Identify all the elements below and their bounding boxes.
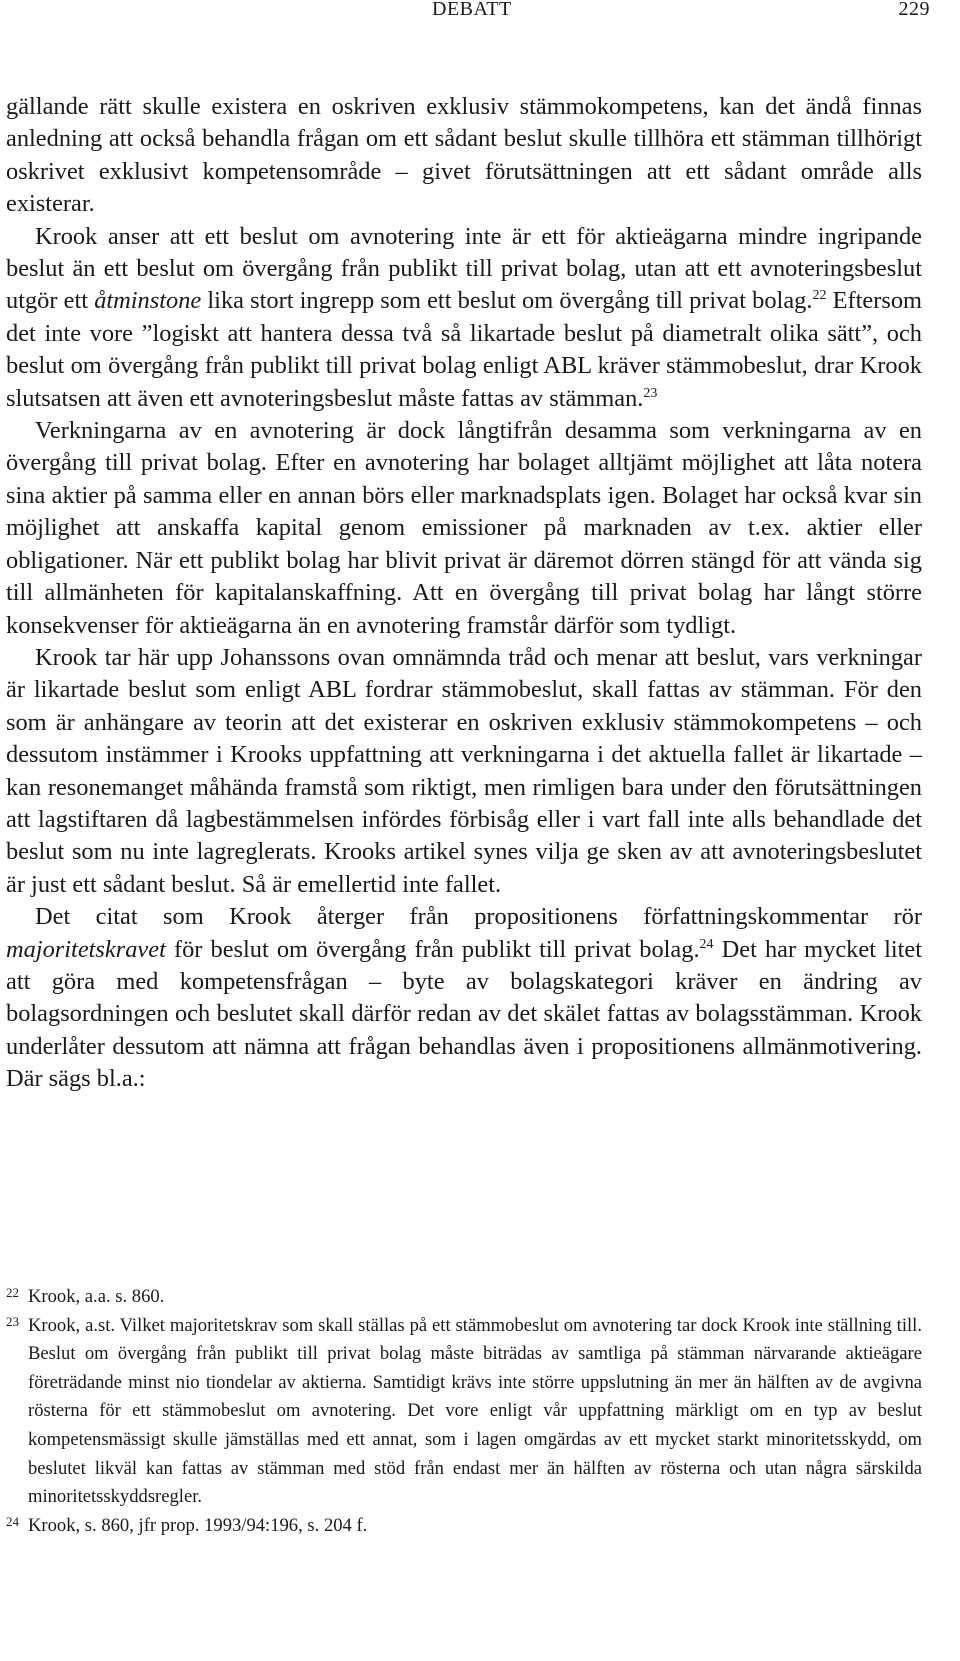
footnote-22 xyxy=(6,1283,922,1312)
footnote-text: Krook, a.st. Vilket majoritetskrav som skall ställas på ett stämmobeslut om avnotering tar dock Krook inte ställning till. Beslut om övergång från publikt till privat bolag måste biträdas av samtliga på stämman närvarande aktieägare företrädande minst nio tiondelar av aktierna. Samtidigt krävs inte större uppslutning än mer än hälften av de avgivna rösterna för ett stämmobeslut om avnotering. Det vore enligt vår uppfattning märkligt om en typ av beslut kompetensmässigt skulle jämställas med ett annat, som i lagen omgärdas av ett mycket starkt minoritetsskydd, om beslutet likväl kan fattas av stämman med stöd från endast mer än hälften av rösterna och utan några särskilda minoritetsskyddsregler. xyxy=(28,1314,922,1508)
body-text xyxy=(6,91,922,1096)
paragraph-5-part-c: Det har mycket litet att göra med kompetensfrågan – byte av bolagskategori kräver en ändring av bolagsordningen och beslutet skall därför redan av det skälet fattas av bolagsstämman. Krook underlåter dessutom att nämna att frågan behandlas även i propositionens allmänmotivering. Där sägs bl.a.: xyxy=(6,935,922,1093)
footnote-text: Krook, a.a. s. 860. xyxy=(28,1286,165,1307)
paragraph-5-part-a: Det citat som Krook återger från propositionens författningskommentar rör xyxy=(35,903,922,931)
footnote-number: 24 xyxy=(6,1513,19,1529)
emphasis-atminstone: åtminstone xyxy=(94,287,202,315)
footnote-number: 23 xyxy=(6,1313,19,1329)
running-head xyxy=(0,0,960,24)
paragraph-2-part-c: Eftersom det inte vore ”logiskt att hantera dessa två så likartade beslut på diametralt olika sätt”, och beslut om övergång från publikt till privat bolag enligt ABL kräver stämmobeslut, drar Krook slutsatsen att även ett avnoteringsbeslut måste fattas av stämman. xyxy=(6,287,922,412)
footnote-ref-24: 24 xyxy=(699,936,714,952)
footnote-number: 22 xyxy=(6,1285,19,1300)
footnotes xyxy=(6,1283,922,1540)
page-number: 229 xyxy=(898,0,930,20)
footnote-ref-23: 23 xyxy=(643,385,658,401)
paragraph-3: Verkningarna av en avnotering är dock långtifrån desamma som verkningarna av en övergång till privat bolag. Efter en avnotering har bolaget alltjämt möjlighet att låta notera sina aktier på samma eller en annan börs eller marknadsplats igen. Bolaget har också kvar sin möjlighet att anskaffa kapital genom emissioner på marknaden av t.ex. aktier eller obligationer. När ett publikt bolag har blivit privat är däremot dörren stängd för att vända sig till allmänheten för kapitalanskaffning. Att en övergång till privat bolag har långt större konsekvenser för aktieägarna än en avnotering framstår därför som tydligt. xyxy=(6,417,922,639)
paragraph-2 xyxy=(6,221,922,415)
paragraph-5-part-b: för beslut om övergång från publikt till privat bolag. xyxy=(165,935,700,963)
paragraph-1: gällande rätt skulle existera en oskriven exklusiv stämmokompetens, kan det ändå finnas anledning att också behandla frågan om ett sådant beslut skulle tillhöra ett stämman tillhörigt oskrivet exklusivt kompetensområde – givet förutsättningen att ett sådant område alls existerar. xyxy=(6,93,922,218)
paragraph-2-part-b: lika stort ingrepp som ett beslut om övergång till privat bolag. xyxy=(201,287,813,315)
emphasis-majoritetskravet: majoritetskravet xyxy=(6,935,166,963)
section-title: DEBATT xyxy=(432,0,512,20)
paragraph-2-part-a: Krook anser att ett beslut om avnotering inte är ett för aktieägarna mindre ingripande beslut än ett beslut om övergång från publikt till privat bolag, utan att ett avnoteringsbeslut utgör ett xyxy=(6,222,922,315)
footnote-ref-22: 22 xyxy=(812,288,827,304)
footnote-23 xyxy=(6,1312,922,1512)
footnote-text: Krook, s. 860, jfr prop. 1993/94:196, s. 204 f. xyxy=(28,1514,368,1536)
paragraph-5 xyxy=(6,901,922,1095)
paragraph-4: Krook tar här upp Johanssons ovan omnämnda tråd och menar att beslut, vars verkningar är likartade beslut som enligt ABL fordrar stämmobeslut, skall fattas av stämman. För den som är anhängare av teorin att det existerar en oskriven exklusiv stämmokompetens – och dessutom instämmer i Krooks uppfattning att verkningarna i det aktuella fallet är likartade – kan resonemanget måhända framstå som riktigt, men rimligen bara under den förutsättningen att lagstiftaren då lagbestämmelsen infördes förbisåg eller i vart fall inte alls behandlade det beslut som nu inte lagreglerats. Krooks artikel synes vilja ge sken av att avnoteringsbeslutet är just ett sådant beslut. Så är emellertid inte fallet. xyxy=(6,643,922,898)
footnote-24 xyxy=(6,1512,922,1541)
